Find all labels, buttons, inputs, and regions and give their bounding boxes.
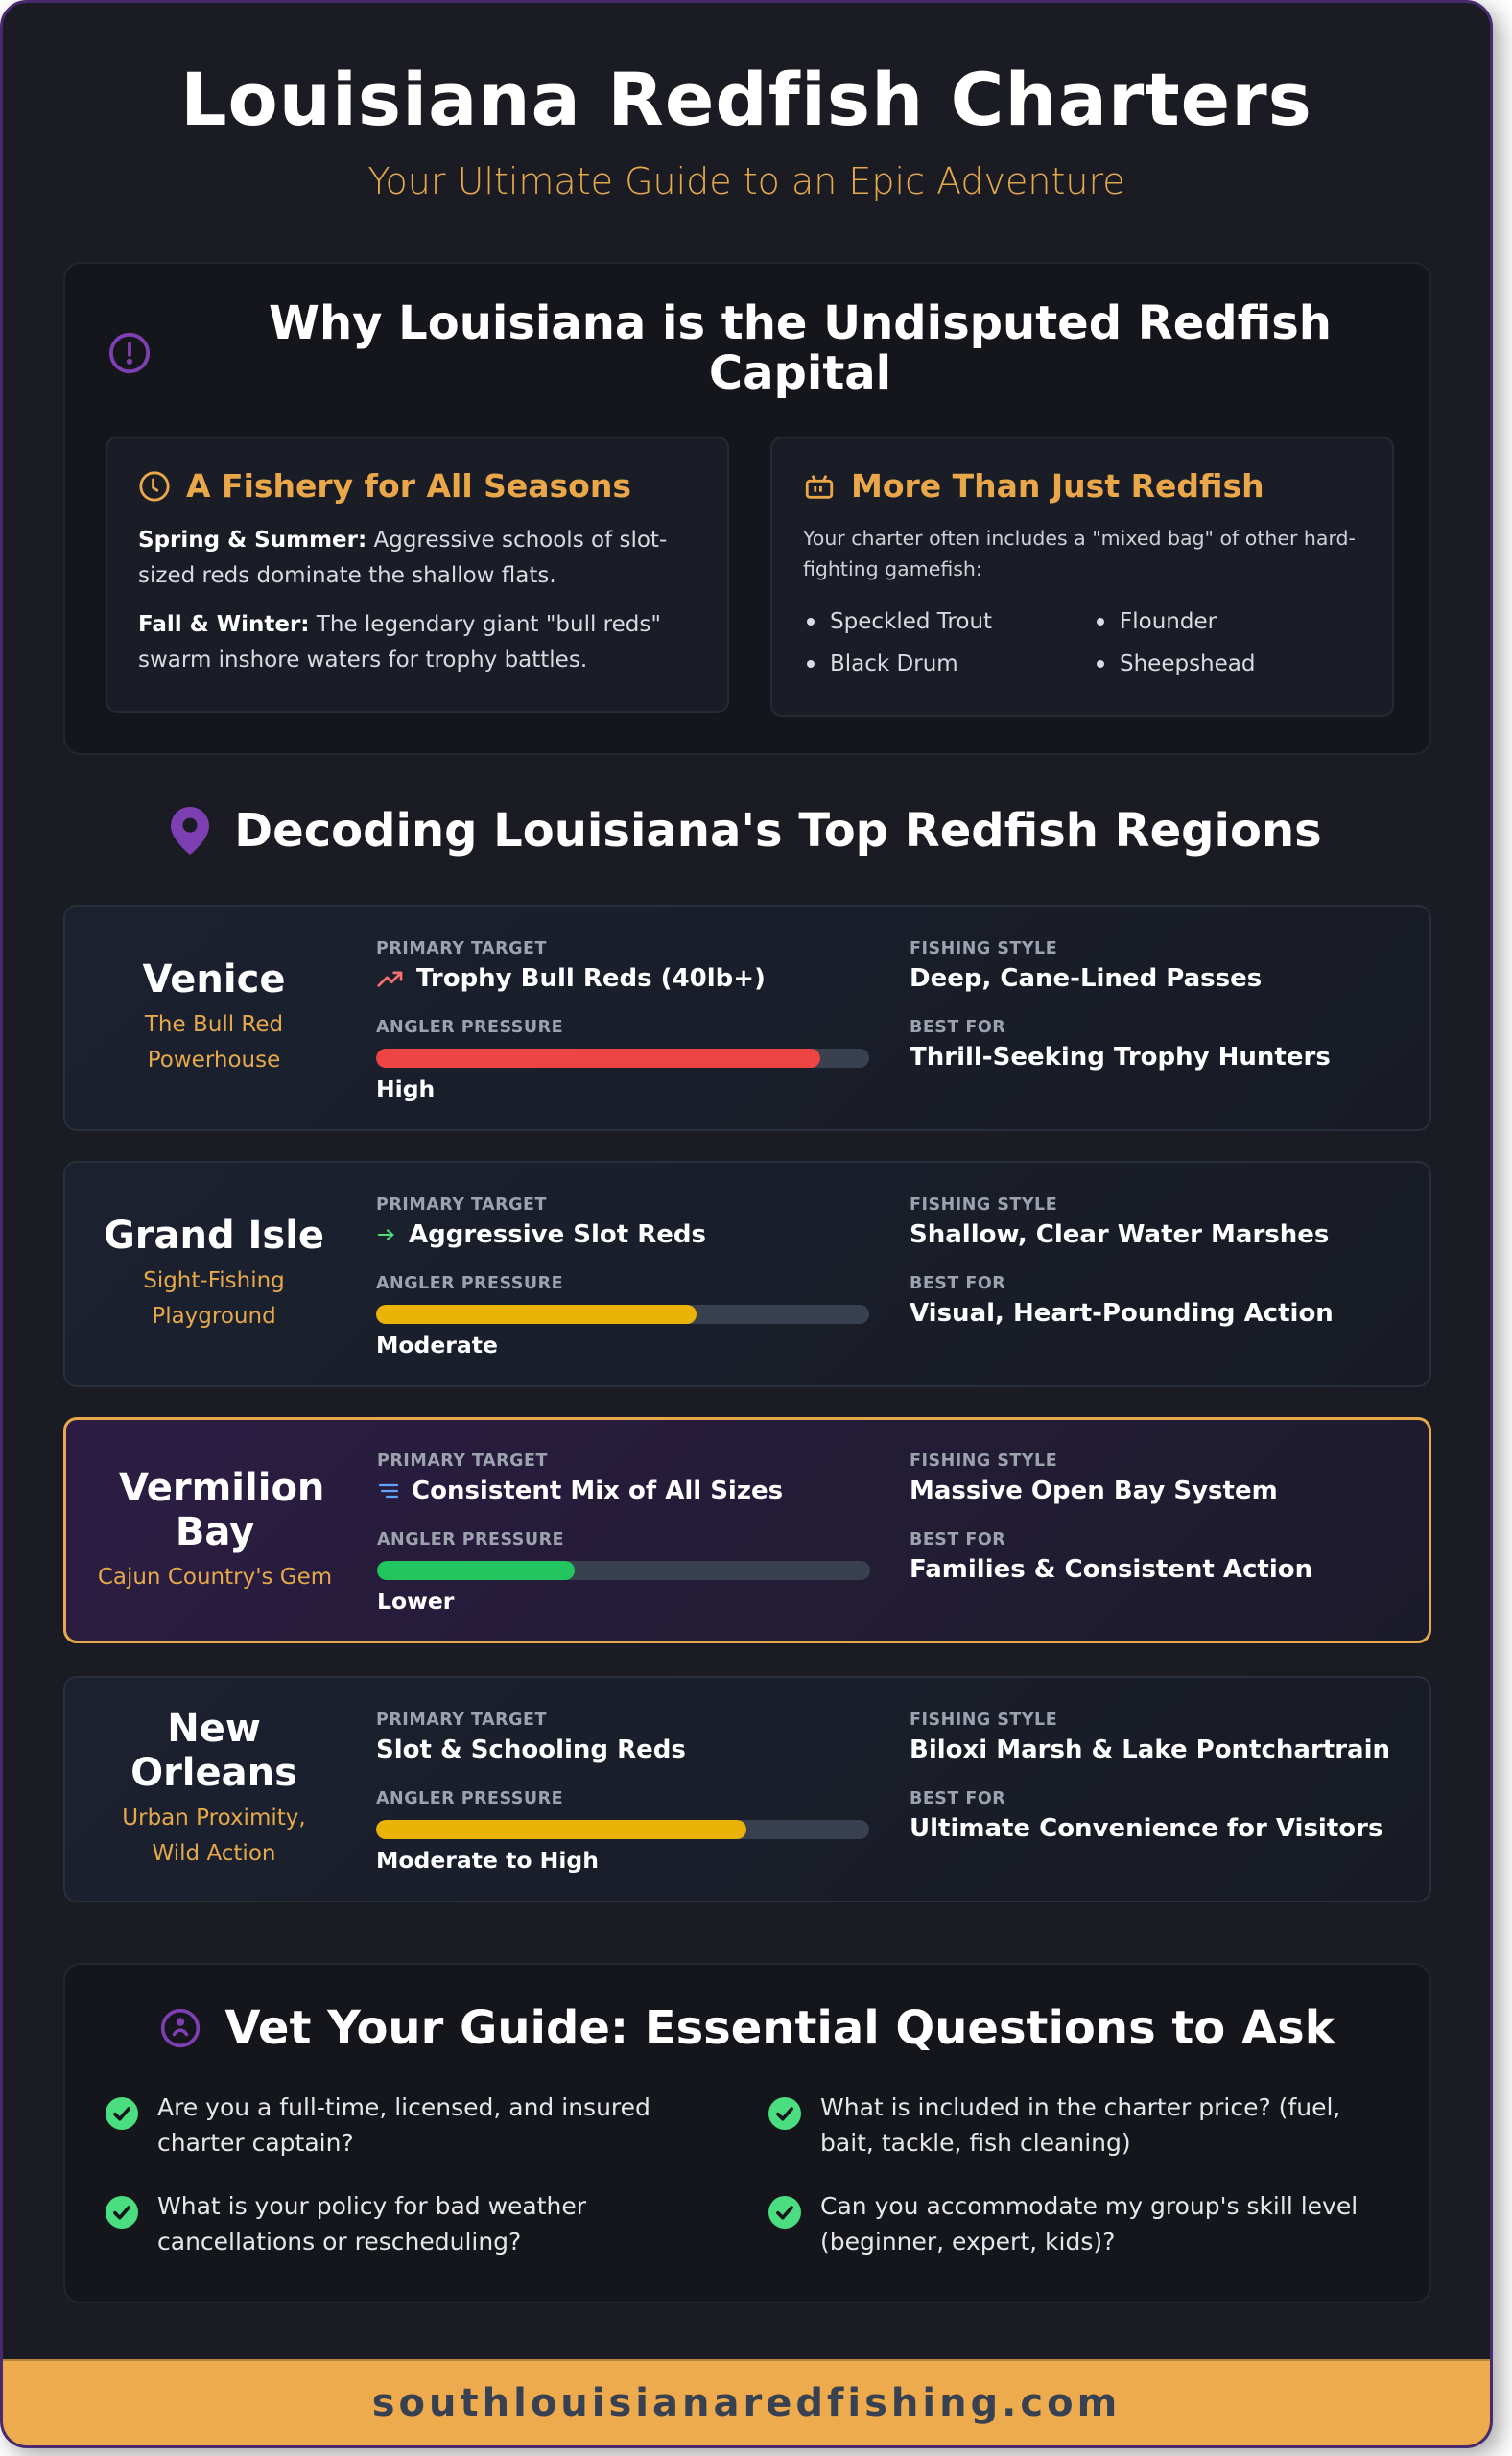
fishing-style-label: FISHING STYLE — [910, 1452, 1058, 1471]
primary-target-label: PRIMARY TARGET — [376, 939, 547, 958]
fishing-style-value: Biloxi Marsh & Lake Pontchartrain — [910, 1736, 1390, 1764]
footer-website-link[interactable]: southlouisianaredfishing.com — [371, 2381, 1122, 2425]
region-name: Grand Isle — [103, 1214, 325, 1258]
check-circle-icon — [768, 2097, 801, 2130]
angler-pressure-bar — [377, 1561, 870, 1580]
angler-pressure-value: Moderate — [376, 1332, 498, 1358]
region-name: Vermilion Bay — [119, 1465, 325, 1554]
why-title: Why Louisiana is the Undisputed Redfish Capital — [269, 296, 1332, 400]
region-tagline: Cajun Country's Gem — [97, 1564, 333, 1590]
species-list — [803, 609, 1379, 676]
question-item: What is your policy for bad weather cancellations or rescheduling? — [106, 2188, 720, 2259]
alert-circle-icon — [107, 331, 152, 375]
page-subtitle: Your Ultimate Guide to an Epic Adventure — [367, 160, 1125, 202]
header — [3, 3, 1490, 202]
clock-icon — [138, 470, 171, 503]
region-card-venice — [63, 905, 1431, 1131]
trending-up-icon — [376, 968, 405, 989]
region-tagline: Urban Proximity, Wild Action — [122, 1806, 306, 1866]
fishing-style-label: FISHING STYLE — [910, 939, 1058, 958]
region-card-grand-isle — [63, 1161, 1431, 1387]
best-for-label: BEST FOR — [910, 1789, 1006, 1808]
why-louisiana-panel — [63, 262, 1431, 755]
angler-pressure-value: Moderate to High — [376, 1847, 599, 1874]
list-icon — [377, 1480, 400, 1501]
regions-title: Decoding Louisiana's Top Redfish Regions — [3, 804, 1490, 858]
angler-pressure-label: ANGLER PRESSURE — [376, 1789, 564, 1808]
check-circle-icon — [768, 2196, 801, 2229]
region-card-new-orleans — [63, 1676, 1431, 1902]
best-for-value: Ultimate Convenience for Visitors — [910, 1814, 1383, 1843]
species-item: Speckled Trout — [803, 609, 1093, 634]
species-item: Sheepshead — [1093, 651, 1381, 676]
fishing-style-label: FISHING STYLE — [910, 1711, 1058, 1730]
more-species-intro: Your charter often includes a "mixed bag" of other hard-fighting gamefish: — [803, 527, 1356, 580]
best-for-label: BEST FOR — [910, 1530, 1006, 1549]
angler-pressure-bar — [376, 1820, 869, 1839]
angler-pressure-value: High — [376, 1075, 436, 1102]
primary-target-value: Aggressive Slot Reds — [376, 1220, 706, 1249]
region-card-vermilion-bay — [63, 1417, 1431, 1643]
fishing-style-value: Massive Open Bay System — [910, 1476, 1278, 1505]
more-species-card — [770, 437, 1394, 717]
angler-pressure-value: Lower — [377, 1588, 455, 1615]
primary-target-label: PRIMARY TARGET — [376, 1195, 547, 1215]
angler-pressure-label: ANGLER PRESSURE — [376, 1018, 564, 1037]
seasons-heading: A Fishery for All Seasons — [138, 467, 631, 505]
more-species-heading: More Than Just Redfish — [803, 467, 1264, 505]
best-for-label: BEST FOR — [910, 1274, 1006, 1293]
region-name: Venice — [142, 957, 286, 1002]
question-item: What is included in the charter price? (fuel, bait, tackle, fish cleaning) — [768, 2090, 1382, 2161]
region-tagline: Sight-Fishing Playground — [143, 1268, 285, 1329]
species-item: Black Drum — [803, 651, 1093, 676]
region-name: New Orleans — [130, 1707, 297, 1795]
check-circle-icon — [106, 2097, 138, 2130]
fishing-style-value: Deep, Cane-Lined Passes — [910, 964, 1263, 993]
angler-pressure-bar — [376, 1049, 869, 1068]
angler-pressure-label: ANGLER PRESSURE — [376, 1274, 564, 1293]
season-fall-winter: Fall & Winter: The legendary giant "bull reds" swarm inshore waters for trophy battles. — [138, 612, 661, 673]
arrow-right-icon — [376, 1224, 397, 1245]
species-item: Flounder — [1093, 609, 1381, 634]
primary-target-value: Consistent Mix of All Sizes — [377, 1476, 783, 1505]
question-item: Are you a full-time, licensed, and insured charter captain? — [106, 2090, 720, 2161]
vet-title: Vet Your Guide: Essential Questions to Ask — [65, 2001, 1429, 2055]
primary-target-value: Trophy Bull Reds (40lb+) — [376, 964, 766, 993]
vet-guide-panel — [63, 1963, 1431, 2303]
primary-target-label: PRIMARY TARGET — [376, 1711, 547, 1730]
question-item: Can you accommodate my group's skill level (beginner, expert, kids)? — [768, 2188, 1382, 2259]
primary-target-label: PRIMARY TARGET — [377, 1452, 548, 1471]
best-for-value: Visual, Heart-Pounding Action — [910, 1299, 1334, 1328]
best-for-value: Families & Consistent Action — [910, 1555, 1313, 1584]
best-for-value: Thrill-Seeking Trophy Hunters — [910, 1043, 1331, 1072]
seasons-card — [106, 437, 729, 713]
angler-pressure-bar — [376, 1305, 869, 1324]
basket-icon — [803, 470, 836, 503]
check-circle-icon — [106, 2196, 138, 2229]
page-title: Louisiana Redfish Charters — [180, 57, 1312, 142]
angler-pressure-label: ANGLER PRESSURE — [377, 1530, 565, 1549]
map-pin-icon — [171, 807, 209, 855]
best-for-label: BEST FOR — [910, 1018, 1006, 1037]
footer-banner — [3, 2359, 1490, 2445]
primary-target-value: Slot & Schooling Reds — [376, 1736, 686, 1764]
fishing-style-label: FISHING STYLE — [910, 1195, 1058, 1215]
season-spring-summer: Spring & Summer: Aggressive schools of slot-sized reds dominate the shallow flats. — [138, 528, 668, 588]
region-tagline: The Bull Red Powerhouse — [144, 1012, 284, 1073]
frown-face-icon — [159, 2007, 201, 2049]
fishing-style-value: Shallow, Clear Water Marshes — [910, 1220, 1330, 1249]
